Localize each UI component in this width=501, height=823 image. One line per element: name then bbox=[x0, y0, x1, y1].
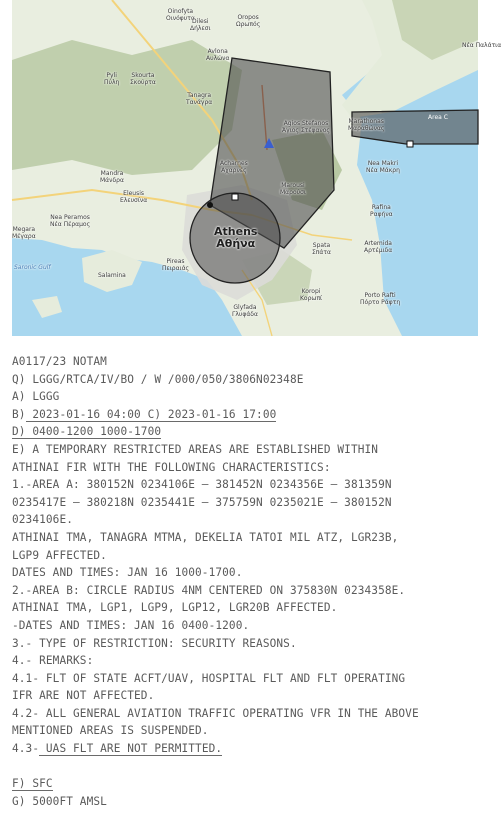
vertex-marker[interactable] bbox=[232, 194, 238, 200]
map-label-salamina: Salamina bbox=[98, 272, 126, 279]
notam-schedule: D) 0400-1200 1000-1700 bbox=[12, 425, 162, 439]
notam-lower-limit: F) SFC bbox=[12, 777, 53, 791]
map-label-nea-makri: Nea Makri Νέα Μάκρη bbox=[366, 160, 400, 174]
notam-e-line-17: MENTIONED AREAS IS SUSPENDED. bbox=[12, 724, 209, 738]
map-label-nea-peramos: Nea Peramos Νέα Πέραμος bbox=[50, 214, 91, 228]
notam-e-line-5: 0234106E. bbox=[12, 513, 74, 527]
notam-e-line-16: 4.2- ALL GENERAL AVIATION TRAFFIC OPERATING VFR IN THE ABOVE bbox=[12, 706, 419, 720]
notam-id: A0117/23 NOTAM bbox=[12, 355, 107, 368]
notam-e-line-8: DATES AND TIMES: JAN 16 1000-1700. bbox=[12, 566, 243, 580]
vertex-marker[interactable] bbox=[407, 141, 413, 147]
notam-d-line bbox=[12, 423, 482, 441]
map-label-glyfada: Glyfada Γλυφάδα bbox=[232, 304, 258, 318]
notam-e-line-15: IFR ARE NOT AFFECTED. bbox=[12, 689, 155, 703]
notam-e-line-4: 0235417E – 380218N 0235441E – 375759N 0235021E – 380152N bbox=[12, 495, 392, 509]
notam-a-line: A) LGGG bbox=[12, 390, 60, 404]
notam-e-line-6: ATHINAI TMA, TANAGRA MTMA, DEKELIA TATOI MIL ATZ, LGR23B, bbox=[12, 530, 399, 544]
vertex-marker[interactable] bbox=[207, 202, 213, 208]
map-label-marousi: Marousi Μαρούσι bbox=[280, 182, 306, 196]
map-label-acharnes: Acharnes Αχαρνές bbox=[220, 160, 248, 174]
notam-blank-line bbox=[12, 758, 482, 776]
map-label-agios-stefanos: Agios Stefanos Άγιος Στέφανος bbox=[282, 120, 330, 134]
notam-remark-prefix: 4.3- bbox=[12, 742, 40, 756]
map-label-skourta: Skourta Σκούρτα bbox=[130, 72, 156, 86]
map-label-spata: Spata Σπάτα bbox=[312, 242, 331, 256]
map-label-saronic-gulf: Saronic Gulf bbox=[14, 264, 51, 271]
map-label-athens: Athens Αθήνα bbox=[214, 225, 258, 250]
notam-q-line: Q) LGGG/RTCA/IV/BO / W /000/050/3806N02348E bbox=[12, 372, 304, 386]
map-label-oinofyta: Oinofyta Οινόφυτα bbox=[166, 8, 195, 22]
notam-e-line-18 bbox=[12, 740, 482, 758]
map-label-koropi: Koropi Κορωπί bbox=[300, 288, 323, 302]
map-label-pyli: Pyli Πύλη bbox=[104, 72, 120, 86]
notam-e-line-10: ATHINAI TMA, LGP1, LGP9, LGP12, LGR20B AFFECTED. bbox=[12, 601, 338, 615]
map-label-area-c: Area C bbox=[428, 114, 448, 121]
notam-e-line-1: E) A TEMPORARY RESTRICTED AREAS ARE ESTABLISHED WITHIN bbox=[12, 442, 379, 456]
notam-text bbox=[12, 353, 482, 810]
notam-f-line bbox=[12, 775, 482, 793]
notam-e-line-3: 1.-AREA A: 380152N 0234106E – 381452N 0234356E – 381359N bbox=[12, 478, 392, 492]
notam-validity: 2023-01-16 04:00 C) 2023-01-16 17:00 bbox=[25, 407, 277, 421]
map-label-tanagra: Tanagra Τανάγρα bbox=[186, 92, 213, 106]
map-label-nea-palatia: Νέα Παλάτια bbox=[462, 42, 501, 49]
map-label-mandra: Mandra Μάνδρα bbox=[100, 170, 124, 184]
map-label-avlona: Avlona Αυλώνα bbox=[206, 48, 230, 62]
notam-uas-remark: UAS FLT ARE NOT PERMITTED. bbox=[39, 742, 223, 756]
map-label-artemida: Artemida Αρτέμιδα bbox=[364, 240, 393, 254]
notam-e-line-13: 4.- REMARKS: bbox=[12, 654, 94, 668]
map-label-porto-rafti: Porto Rafti Πόρτο Ράφτη bbox=[360, 292, 401, 306]
map-label-oropos: Oropos Ωρωπός bbox=[236, 14, 261, 28]
map-label-dilesi: Dilesi Δήλεσι bbox=[190, 18, 211, 32]
map-label-marathonas: Marathonas Μαραθώνας bbox=[348, 118, 385, 132]
notam-b-c-line bbox=[12, 406, 482, 424]
restricted-areas-map[interactable] bbox=[12, 0, 501, 336]
map-label-pireas: Pireas Πειραιάς bbox=[162, 258, 190, 272]
notam-e-line-9: 2.-AREA B: CIRCLE RADIUS 4NM CENTERED ON 375830N 0234358E. bbox=[12, 583, 406, 597]
notam-e-line-12: 3.- TYPE OF RESTRICTION: SECURITY REASONS. bbox=[12, 636, 297, 650]
notam-e-line-11: -DATES AND TIMES: JAN 16 0400-1200. bbox=[12, 618, 250, 632]
notam-g-line: G) 5000FT AMSL bbox=[12, 794, 107, 808]
notam-e-line-14: 4.1- FLT OF STATE ACFT/UAV, HOSPITAL FLT AND FLT OPERATING bbox=[12, 671, 406, 685]
notam-b-prefix: B) bbox=[12, 407, 26, 421]
notam-e-line-7: LGP9 AFFECTED. bbox=[12, 548, 107, 562]
map-label-elefsina: Eleusis Ελευσίνα bbox=[120, 190, 148, 204]
map-label-rafina: Rafina Ραφήνα bbox=[370, 204, 393, 218]
notam-e-line-2: ATHINAI FIR WITH THE FOLLOWING CHARACTERISTICS: bbox=[12, 460, 331, 474]
map-label-megara: Megara Μέγαρα bbox=[12, 226, 36, 240]
